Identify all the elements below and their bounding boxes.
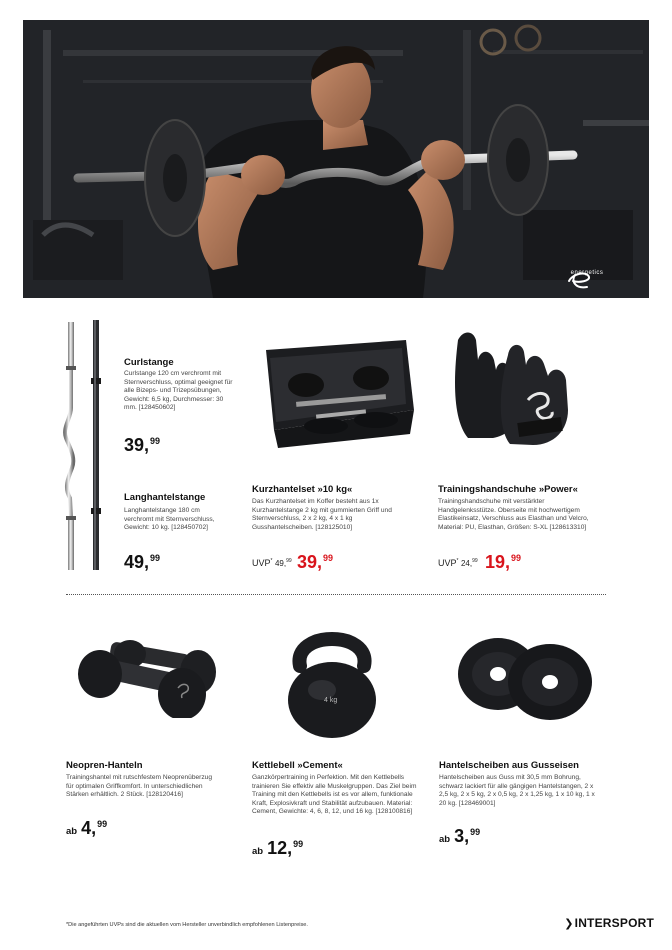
hantelscheiben-price-cents: 99 bbox=[470, 827, 481, 837]
handschuhe-uvp bbox=[438, 558, 478, 568]
kurzhantel-price bbox=[297, 552, 333, 573]
kettlebell-handle bbox=[299, 639, 364, 666]
kettlebell-desc: Ganzkörpertraining in Perfektion. Mit den Kettlebells trainieren Sie effektiv alle Muskelgruppen. Das Ziel beim Training mit den Kettlebells ist es vor allem, funktionale Kraft, Explosivkraft und Stabilität aufzubauen. Material: Cement, Gewichte: 4, 6, 8, 12, und 16 kg. [128100816] bbox=[252, 774, 417, 816]
kettlebell-price-cents: 99 bbox=[293, 839, 304, 849]
kettlebell-price bbox=[252, 838, 303, 859]
handschuhe-uvp-old: 24, bbox=[460, 559, 473, 568]
langhantel-price-cents: 99 bbox=[150, 553, 161, 563]
curlstange-name: Curlstange bbox=[124, 357, 174, 368]
curlstange-desc: Curlstange 120 cm verchromt mit Sternverschluss, optimal geeignet für alle Bizeps- und Trizepsübungen, Gewicht: 6,5 kg, Durchmesser: 30 mm. [128450602] bbox=[124, 370, 233, 412]
barbell-bars-image bbox=[60, 318, 110, 574]
handschuhe-price bbox=[485, 552, 521, 573]
kettlebell-price-main: 12, bbox=[267, 838, 293, 858]
intersport-logo-text: INTERSPORT bbox=[574, 916, 654, 930]
handschuhe-name: Trainingshandschuhe »Power« bbox=[438, 484, 578, 495]
langhantel-price bbox=[124, 552, 160, 573]
uvp-footnote: *Die angeführten UVPs sind die aktuellen vom Hersteller unverbindlich empfohlenen Listenpreise. bbox=[66, 922, 308, 928]
langhantel-name: Langhantelstange bbox=[124, 492, 206, 503]
curl-bar-sleeve-bottom bbox=[68, 518, 74, 570]
curlstange-price-cents: 99 bbox=[150, 436, 161, 446]
intersport-logo bbox=[564, 916, 654, 930]
curl-bar-shaft bbox=[65, 368, 73, 518]
kurzhantel-price-main: 39, bbox=[297, 552, 323, 572]
energetics-logo bbox=[565, 269, 609, 276]
kurzhantel-price-cents: 99 bbox=[323, 553, 334, 563]
hantelscheiben-name: Hantelscheiben aus Gusseisen bbox=[439, 760, 579, 771]
handschuhe-price-main: 19, bbox=[485, 552, 511, 572]
curl-bar-sleeve-top bbox=[68, 322, 74, 368]
kettlebell-ab: ab bbox=[252, 846, 264, 857]
langhantel-price-main: 49, bbox=[124, 552, 150, 572]
neopren-name: Neopren-Hanteln bbox=[66, 760, 143, 771]
dumbbell-head-right bbox=[158, 668, 206, 718]
hantelscheiben-ab: ab bbox=[439, 834, 451, 845]
training-gloves-image bbox=[448, 320, 578, 450]
kurzhantel-uvp-old: 49, bbox=[274, 559, 287, 568]
handschuhe-uvp-label: UVP bbox=[438, 558, 457, 568]
handschuhe-uvp-star: * bbox=[456, 558, 459, 564]
energetics-logo-text: energetics bbox=[570, 270, 604, 276]
kurzhantel-desc: Das Kurzhantelset im Koffer besteht aus 1x Kurzhantelstange 2 kg mit gummierten Griff und Sternverschluss, 2 x 2 kg, 4 x 1 kg Gusshantelscheiben. [128125010] bbox=[252, 498, 392, 531]
curlstange-price bbox=[124, 435, 160, 456]
hantelscheiben-price bbox=[439, 826, 480, 847]
section-divider bbox=[66, 594, 606, 595]
langhantel-desc: Langhantelstange 180 cm verchromt mit Sternverschluss, Gewicht: 10 kg. [128450702] bbox=[124, 507, 215, 532]
hero-illustration bbox=[23, 20, 649, 298]
kurzhantel-uvp bbox=[252, 558, 292, 568]
weight-plates-image bbox=[452, 628, 596, 724]
handschuhe-price-cents: 99 bbox=[511, 553, 522, 563]
neopren-price-main: 4, bbox=[81, 818, 97, 838]
kurzhantel-uvp-old-cents: 99 bbox=[286, 558, 292, 564]
kurzhantel-uvp-star: * bbox=[270, 558, 273, 564]
kurzhantel-uvp-label: UVP bbox=[252, 558, 271, 568]
hantelscheiben-desc: Hantelscheiben aus Guss mit 30,5 mm Bohrung, schwarz lackiert für alle gängigen Hantelstangen, 2 x 2,5 kg, 2 x 5 kg, 2 x 0,5 kg, 2 x 1,25 kg, 1 x 10 kg, 1 x 20 kg. [128469001] bbox=[439, 774, 595, 807]
dumbbell-head-left bbox=[78, 650, 122, 698]
hero-image bbox=[23, 20, 649, 298]
handschuhe-desc: Trainingshandschuhe mit verstärkter Handgelenksstütze. Oberseite mit hochwertigem Elastikeinsatz, Verschluss aus Elasthan und Velcro, Material: PU, Elasthan, Größen: S-XL [128613310] bbox=[438, 498, 589, 531]
dumbbell-case-image bbox=[256, 330, 416, 448]
hantelscheiben-price-main: 3, bbox=[454, 826, 470, 846]
neopren-desc: Trainingshantel mit rutschfestem Neoprenüberzug für optimalen Griffkomfort. In unterschiedlichen Stärken erhältlich. 2 Stück. [128120416] bbox=[66, 774, 212, 799]
kettlebell-name: Kettlebell »Cement« bbox=[252, 760, 343, 771]
curlstange-price-main: 39, bbox=[124, 435, 150, 455]
kurzhantel-name: Kurzhantelset »10 kg« bbox=[252, 484, 353, 495]
intersport-logo-icon: ❯ bbox=[564, 918, 574, 930]
kettlebell-weight-label: 4 kg bbox=[324, 697, 338, 704]
neopren-price bbox=[66, 818, 107, 839]
handschuhe-uvp-old-cents: 99 bbox=[472, 558, 478, 564]
energetics-logo-icon bbox=[565, 269, 595, 291]
neopren-ab: ab bbox=[66, 826, 78, 837]
neoprene-dumbbells-image bbox=[70, 636, 220, 718]
neopren-price-cents: 99 bbox=[97, 819, 108, 829]
kettlebell-image bbox=[282, 620, 382, 738]
